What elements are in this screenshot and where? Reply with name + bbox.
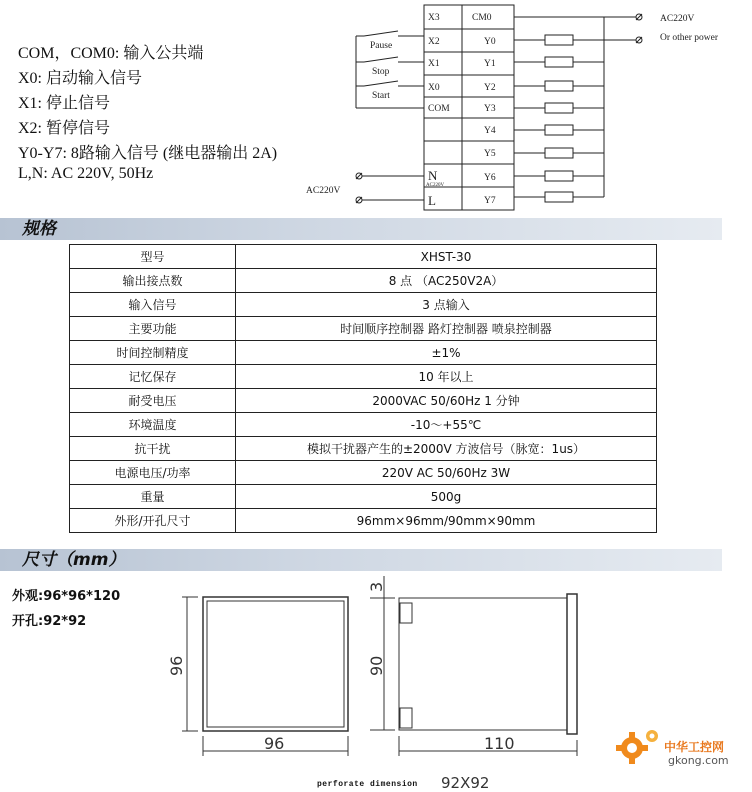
terminal-y0: Y0 [484, 37, 496, 47]
spec-label-cell: 抗干扰 [70, 437, 236, 461]
cutout-dimension-label: 开孔:92*92 [12, 614, 87, 629]
spec-value-cell: 10 年以上 [236, 365, 657, 389]
table-row [70, 365, 657, 389]
spec-label-cell: 环境温度 [70, 413, 236, 437]
relay-load-symbol [545, 192, 573, 202]
terminal-x2: X2 [428, 37, 440, 47]
spec-value-cell: 时间顺序控制器 路灯控制器 喷泉控制器 [236, 317, 657, 341]
spec-label-cell: 电源电压/功率 [70, 461, 236, 485]
table-row [70, 317, 657, 341]
dimension-drawing [150, 572, 590, 792]
side-top-label: 3 [367, 581, 386, 592]
gear-logo-icon [612, 724, 662, 772]
spec-section-header [0, 218, 722, 240]
spec-value-cell: ±1% [236, 341, 657, 365]
terminal-y2: Y2 [484, 83, 496, 93]
spec-label-cell: 外形/开孔尺寸 [70, 509, 236, 533]
watermark-url: gkong.com [668, 754, 729, 767]
terminal-y5: Y5 [484, 149, 496, 159]
table-row [70, 245, 657, 269]
spec-value-cell: 8 点 （AC250V2A） [236, 269, 657, 293]
front-width-label: 96 [264, 734, 285, 753]
relay-load-symbol [545, 103, 573, 113]
terminal-cm0: CM0 [472, 13, 492, 23]
spec-value-cell: 96mm×96mm/90mm×90mm [236, 509, 657, 533]
table-row [70, 461, 657, 485]
spec-section-title: 规格 [22, 219, 56, 239]
front-height-label: 96 [167, 655, 186, 676]
dimension-section-title: 尺寸（mm） [22, 550, 126, 570]
spec-label-cell: 耐受电压 [70, 389, 236, 413]
power-label-left: AC220V [306, 186, 341, 196]
legend-com: COM，COM0: 输入公共端 [18, 45, 204, 62]
terminal-l: L [428, 193, 436, 208]
dimension-section-header [0, 549, 722, 571]
legend-power: L,N: AC 220V, 50Hz [18, 165, 154, 182]
spec-label-cell: 型号 [70, 245, 236, 269]
perforate-dimension-value: 92X92 [441, 774, 490, 792]
spec-value-cell: 3 点输入 [236, 293, 657, 317]
table-row [70, 485, 657, 509]
terminal-y6: Y6 [484, 173, 496, 183]
spec-value-cell: -10～+55℃ [236, 413, 657, 437]
perforate-dimension-label: perforate dimension [317, 780, 418, 789]
legend-x1: X1: 停止信号 [18, 95, 111, 112]
spec-value-cell: XHST-30 [236, 245, 657, 269]
side-width-label: 110 [484, 734, 515, 753]
terminal-y3: Y3 [484, 104, 496, 114]
spec-label-cell: 主要功能 [70, 317, 236, 341]
switch-start-label: Start [372, 91, 390, 101]
spec-label-cell: 重量 [70, 485, 236, 509]
table-row [70, 413, 657, 437]
relay-load-symbol [545, 171, 573, 181]
terminal-n-sublabel: AC220V [426, 183, 445, 188]
watermark-brand: 中华工控网 [664, 740, 725, 754]
spec-label-cell: 时间控制精度 [70, 341, 236, 365]
spec-table [69, 244, 657, 533]
spec-value-cell: 220V AC 50/60Hz 3W [236, 461, 657, 485]
terminal-x3: X3 [428, 13, 440, 23]
relay-load-symbol [545, 125, 573, 135]
power-label-right-2: Or other power [660, 33, 719, 43]
terminal-x0: X0 [428, 83, 440, 93]
spec-value-cell: 2000VAC 50/60Hz 1 分钟 [236, 389, 657, 413]
spec-label-cell: 输出接点数 [70, 269, 236, 293]
outline-dimension-label: 外观:96*96*120 [12, 589, 121, 604]
switch-pause-label: Pause [370, 41, 393, 51]
wiring-diagram [300, 0, 752, 215]
relay-load-symbol [545, 35, 573, 45]
table-row [70, 293, 657, 317]
terminal-y4: Y4 [484, 126, 496, 136]
spec-value-cell: 500g [236, 485, 657, 509]
terminal-com: COM [428, 104, 450, 114]
spec-label-cell: 输入信号 [70, 293, 236, 317]
relay-load-symbol [545, 57, 573, 67]
spec-label-cell: 记忆保存 [70, 365, 236, 389]
legend-x0: X0: 启动输入信号 [18, 70, 143, 87]
legend-y0-y7: Y0-Y7: 8路输入信号 (继电器输出 2A) [18, 145, 278, 162]
terminal-x1: X1 [428, 59, 440, 69]
table-row [70, 269, 657, 293]
terminal-n: N [428, 168, 438, 183]
switch-stop-label: Stop [372, 67, 390, 77]
side-height-label: 90 [367, 655, 386, 676]
relay-load-symbol [545, 148, 573, 158]
power-label-right: AC220V [660, 14, 695, 24]
table-row [70, 509, 657, 533]
legend-x2: X2: 暂停信号 [18, 120, 111, 137]
terminal-y1: Y1 [484, 59, 496, 69]
table-row [70, 437, 657, 461]
table-row [70, 341, 657, 365]
spec-value-cell: 模拟干扰器产生的±2000V 方波信号（脉宽：1us） [236, 437, 657, 461]
relay-load-symbol [545, 81, 573, 91]
table-row [70, 389, 657, 413]
terminal-y7: Y7 [484, 196, 496, 206]
